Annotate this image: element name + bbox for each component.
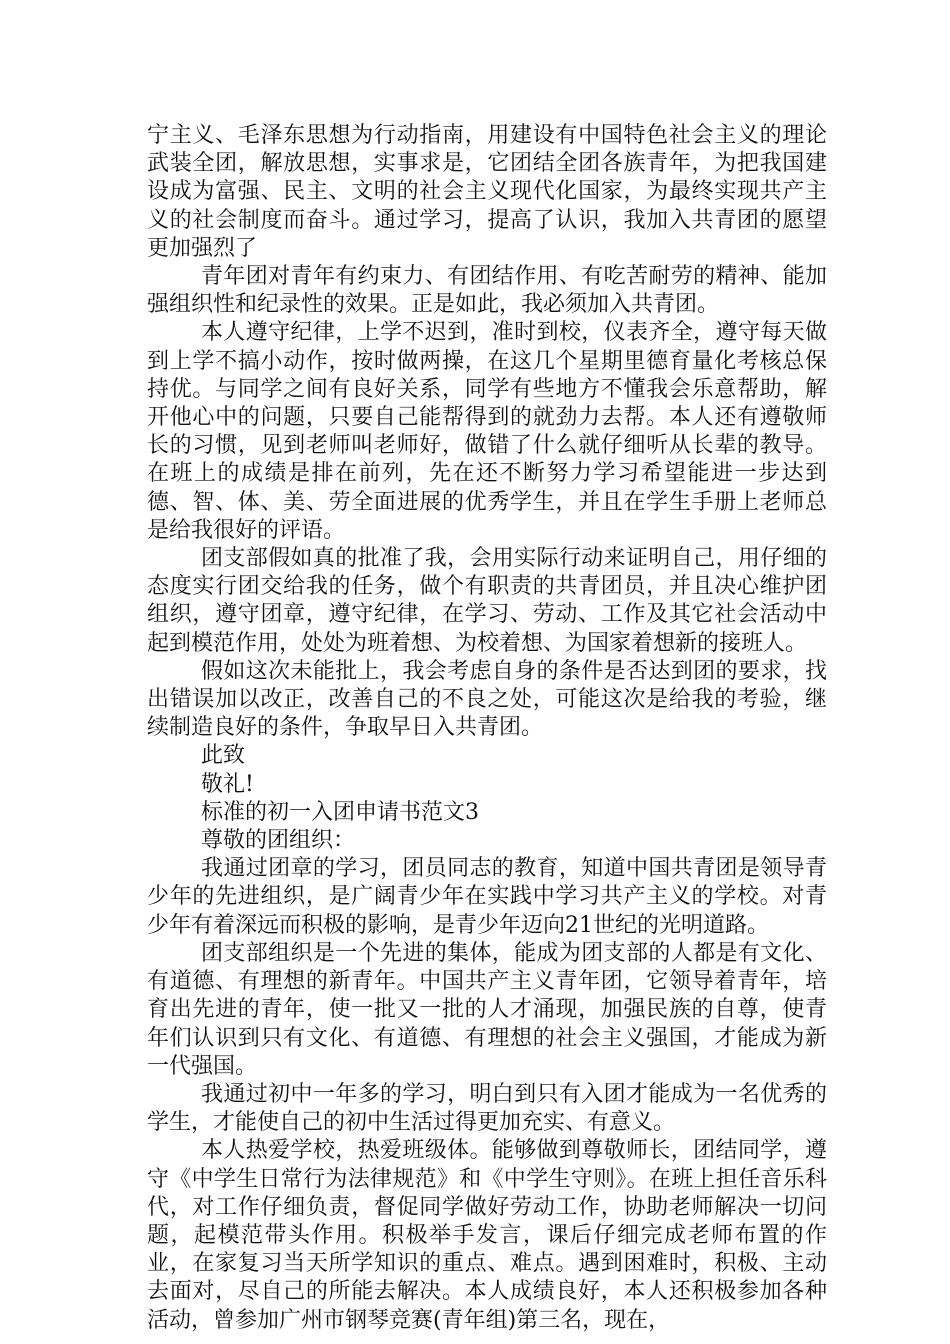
paragraph-study-charter: 我通过团章的学习，团员同志的教育，知道中国共青团是领导青少年的先进组织，是广阔青少年在实践中学习共产主义的学校。对青少年有着深远而积极的影响，是青少年迈向21世纪的光明道路。 — [147, 856, 827, 938]
paragraph-branch-collective: 团支部组织是一个先进的集体，能成为团支部的人都是有文化、有道德、有理想的新青年。中国共产主义青年团，它领导着青年，培育出先进的青年，使一批又一批的人才涌现，加强民族的自尊，使青年们认识到只有文化、有道德、有理想的社会主义强国，才能成为新一代强国。 — [147, 940, 827, 1079]
paragraph-continuation: 宁主义、毛泽东思想为行动指南，用建设有中国特色社会主义的理论武装全团，解放思想，实事求是，它团结全团各族青年，为把我国建设成为富强、民主、文明的社会主义现代化国家，为最终实现共产主义的社会制度而奋斗。通过学习，提高了认识，我加入共青团的愿望更加强烈了 — [147, 123, 827, 261]
paragraph-discipline: 本人遵守纪律，上学不迟到，准时到校，仪表齐全，遵守每天做到上学不搞小动作，按时做两操，在这几个星期里德育量化考核总保持优。与同学之间有良好关系，同学有些地方不懂我会乐意帮助，解开他心中的问题，只要自己能帮得到的就劲力去帮。本人还有遵敬师长的习惯，见到老师叫老师好，做错了什么就仔细听从长辈的教导。在班上的成绩是排在前列，先在还不断努力学习希望能进一步达到德、智、体、美、劳全面进展的优秀学生，并且在学生手册上老师总是给我很好的评语。 — [147, 320, 827, 543]
closing-salutation: 此致 — [201, 743, 246, 769]
paragraph-if-not-approved: 假如这次未能批上，我会考虑自身的条件是否达到团的要求，找出错误加以改正，改善自己的不良之处，可能这次是给我的考验，继续制造良好的条件，争取早日入共青团。 — [147, 658, 827, 741]
paragraph-junior-high: 我通过初中一年多的学习，明白到只有入团才能成为一名优秀的学生，才能使自己的初中生活过得更加充实、有意义。 — [147, 1081, 827, 1136]
paragraph-love-school: 本人热爱学校，热爱班级体。能够做到尊敬师长，团结同学，遵守《中学生日常行为法律规范》和《中学生守则》。在班上担任音乐科代，对工作仔细负责，督促同学做好劳动工作，协助老师解决一切问题，起模范带头作用。积极举手发言，课后仔细完成老师布置的作业，在家复习当天所学知识的重点、难点。遇到困难时，积极、主动去面对，尽自己的所能去解决。本人成绩良好，本人还积极参加各种活动，曾参加广州市钢琴竞赛(青年组)第三名，现在， — [147, 1138, 827, 1333]
section-heading: 标准的初一入团申请书范文3 — [201, 799, 479, 825]
document-body — [147, 122, 827, 1335]
paragraph-youth-league-effect: 青年团对青年有约束力、有团结作用、有吃苦耐劳的精神、能加强组织性和纪录性的效果。正是如此，我必须加入共青团。 — [147, 264, 827, 318]
paragraph-if-approved: 团支部假如真的批准了我，会用实际行动来证明自己，用仔细的态度实行团交给我的任务，做个有职责的共青团员，并且决心维护团组织，遵守团章，遵守纪律，在学习、劳动、工作及其它社会活动中起到模范作用，处处为班着想、为校着想、为国家着想新的接班人。 — [147, 546, 827, 656]
closing-regards: 敬礼! — [201, 771, 254, 797]
greeting: 尊敬的团组织： — [201, 828, 356, 854]
